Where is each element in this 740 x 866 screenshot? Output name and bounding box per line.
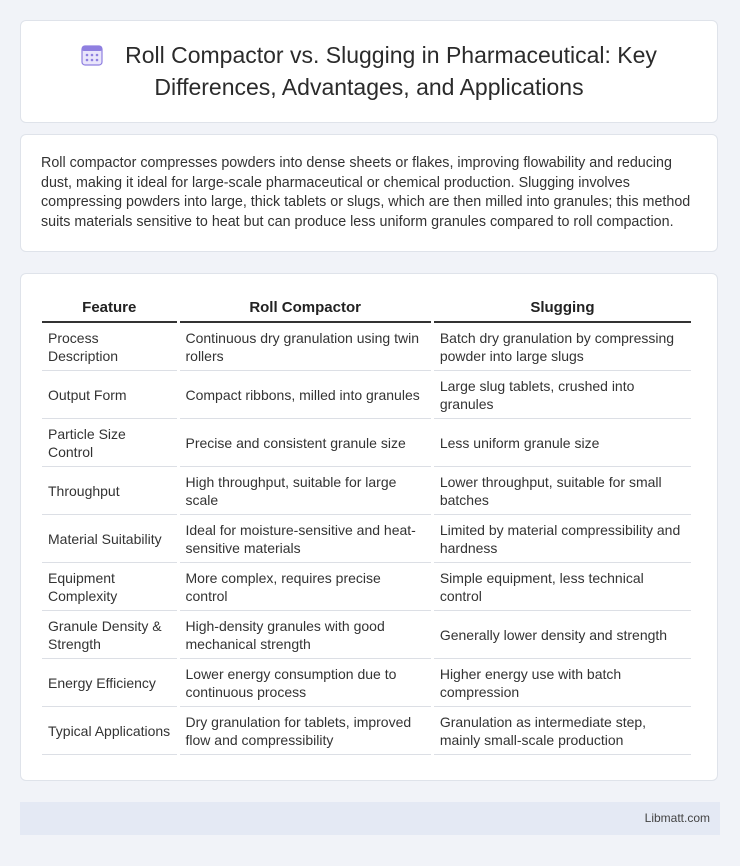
roll-compactor-cell: Continuous dry granulation using twin rollers	[180, 323, 431, 371]
table-row	[42, 371, 691, 419]
feature-cell: Equipment Complexity	[42, 563, 177, 611]
roll-compactor-cell: Lower energy consumption due to continuous process	[180, 659, 431, 707]
table-row	[42, 659, 691, 707]
table-header-row	[42, 295, 691, 323]
roll-compactor-cell: Dry granulation for tablets, improved flow and compressibility	[180, 707, 431, 755]
feature-cell: Energy Efficiency	[42, 659, 177, 707]
header-roll-compactor: Roll Compactor	[180, 295, 431, 323]
roll-compactor-cell: High throughput, suitable for large scale	[180, 467, 431, 515]
comparison-table-card	[20, 273, 718, 781]
summary-text: Roll compactor compresses powders into dense sheets or flakes, improving flowability and reducing dust, making it ideal for large-scale pharmaceutical or chemical production. Slugging involves compressing powders into large, thick tablets or slugs, which are then milled into granules; this method suits materials sensitive to heat but can produce less uniform granules compared to roll compaction.	[41, 155, 691, 230]
feature-cell: Typical Applications	[42, 707, 177, 755]
table-row	[42, 419, 691, 467]
table-row	[42, 707, 691, 755]
footer	[20, 802, 720, 835]
header-slugging: Slugging	[434, 295, 691, 323]
roll-compactor-cell: More complex, requires precise control	[180, 563, 431, 611]
slugging-cell: Generally lower density and strength	[434, 611, 691, 659]
table-row	[42, 563, 691, 611]
header-feature: Feature	[42, 295, 177, 323]
table-row	[42, 611, 691, 659]
roll-compactor-cell: Compact ribbons, milled into granules	[180, 371, 431, 419]
roll-compactor-cell: High-density granules with good mechanical strength	[180, 611, 431, 659]
slugging-cell: Lower throughput, suitable for small batches	[434, 467, 691, 515]
slugging-cell: Granulation as intermediate step, mainly small-scale production	[434, 707, 691, 755]
feature-cell: Output Form	[42, 371, 177, 419]
calendar-grid-icon	[81, 44, 103, 73]
comparison-table	[39, 295, 694, 755]
feature-cell: Material Suitability	[42, 515, 177, 563]
feature-cell: Process Description	[42, 323, 177, 371]
slugging-cell: Simple equipment, less technical control	[434, 563, 691, 611]
slugging-cell: Higher energy use with batch compression	[434, 659, 691, 707]
page-title: Roll Compactor vs. Slugging in Pharmaceutical: Key Differences, Advantages, and Applications	[125, 42, 657, 100]
footer-source-link[interactable]: Libmatt.com	[644, 811, 710, 825]
slugging-cell: Large slug tablets, crushed into granules	[434, 371, 691, 419]
slugging-cell: Batch dry granulation by compressing powder into large slugs	[434, 323, 691, 371]
feature-cell: Particle Size Control	[42, 419, 177, 467]
table-row	[42, 515, 691, 563]
roll-compactor-cell: Precise and consistent granule size	[180, 419, 431, 467]
page-title-wrap	[21, 41, 717, 102]
feature-cell: Throughput	[42, 467, 177, 515]
title-card	[20, 20, 718, 123]
roll-compactor-cell: Ideal for moisture-sensitive and heat-sensitive materials	[180, 515, 431, 563]
table-row	[42, 467, 691, 515]
summary-card	[20, 134, 718, 252]
slugging-cell: Less uniform granule size	[434, 419, 691, 467]
table-row	[42, 323, 691, 371]
slugging-cell: Limited by material compressibility and hardness	[434, 515, 691, 563]
feature-cell: Granule Density & Strength	[42, 611, 177, 659]
